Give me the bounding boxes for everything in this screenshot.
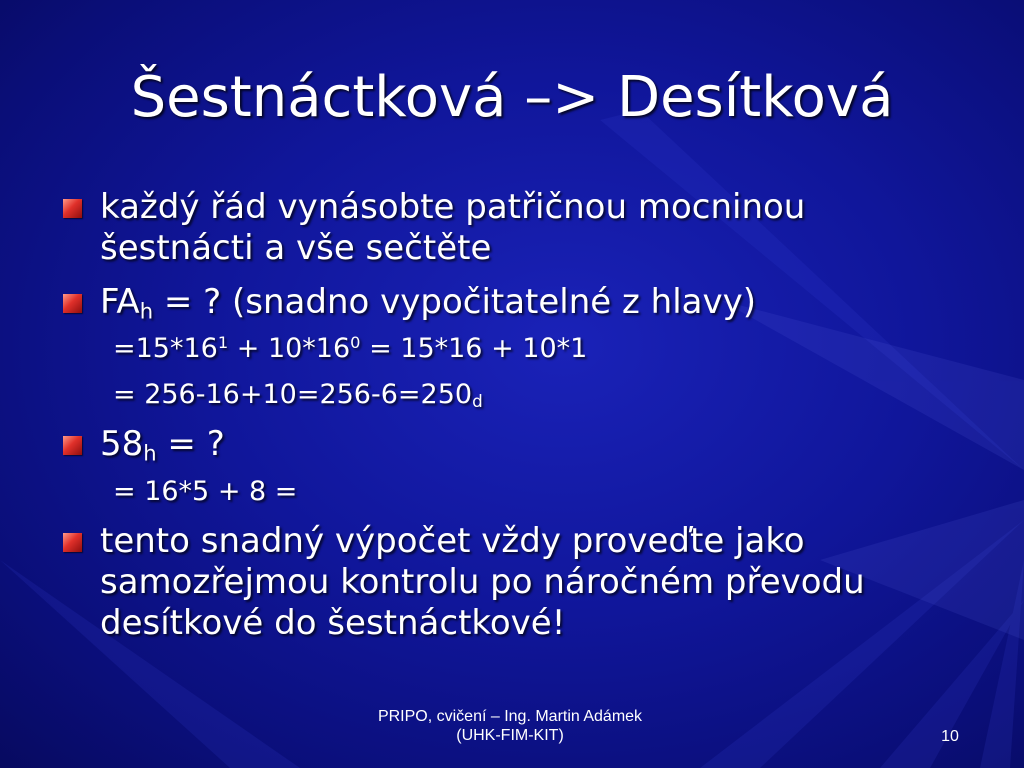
bullet-text: = ? (snadno vypočitatelné z hlavy)	[153, 282, 757, 322]
footer-credit	[340, 707, 680, 745]
expansion-result: = 15*16 + 10*1	[360, 333, 588, 364]
expansion-term-1: =15*16	[113, 333, 218, 364]
hex-number: 58	[100, 424, 144, 464]
hex-number: FA	[100, 282, 140, 322]
hex-subscript: h	[143, 440, 157, 466]
bullet-square-icon	[63, 436, 82, 455]
result-text: = 256-16+10=256-6=250	[113, 379, 473, 410]
page-number: 10	[941, 728, 959, 745]
bullet-item-fa-hex	[100, 282, 960, 323]
sub-item-58-expansion	[113, 475, 297, 509]
bullet-square-icon	[63, 294, 82, 313]
bullet-text: = ?	[156, 424, 225, 464]
sub-item-result	[113, 378, 483, 412]
decimal-subscript: d	[472, 391, 483, 412]
footer-line-1: PRIPO, cvičení – Ing. Martin Adámek	[377, 708, 643, 725]
bullet-item-58-hex	[100, 424, 960, 465]
bullet-square-icon	[63, 533, 82, 552]
hex-subscript: h	[139, 298, 154, 324]
exponent-1: 1	[217, 333, 229, 353]
slide-title: Šestnáctková –> Desítková	[130, 65, 894, 130]
bullet-item-check-tip	[100, 521, 960, 644]
bullet-square-icon	[63, 199, 82, 218]
sub-item-expansion	[113, 332, 587, 366]
exponent-0: 0	[350, 333, 361, 353]
bullet-text: tento snadný výpočet vždy proveďte jako samozřejmou kontrolu po náročném převodu desítkové do šestnáctkové!	[100, 521, 865, 643]
bullet-text: každý řád vynásobte patřičnou mocninou šestnácti a vše sečtěte	[100, 187, 806, 268]
bullet-item-multiply-powers	[100, 187, 960, 269]
expansion-text: = 16*5 + 8 =	[113, 476, 298, 507]
expansion-term-2: + 10*16	[228, 333, 351, 364]
footer-line-2: (UHK-FIM-KIT)	[456, 727, 564, 744]
